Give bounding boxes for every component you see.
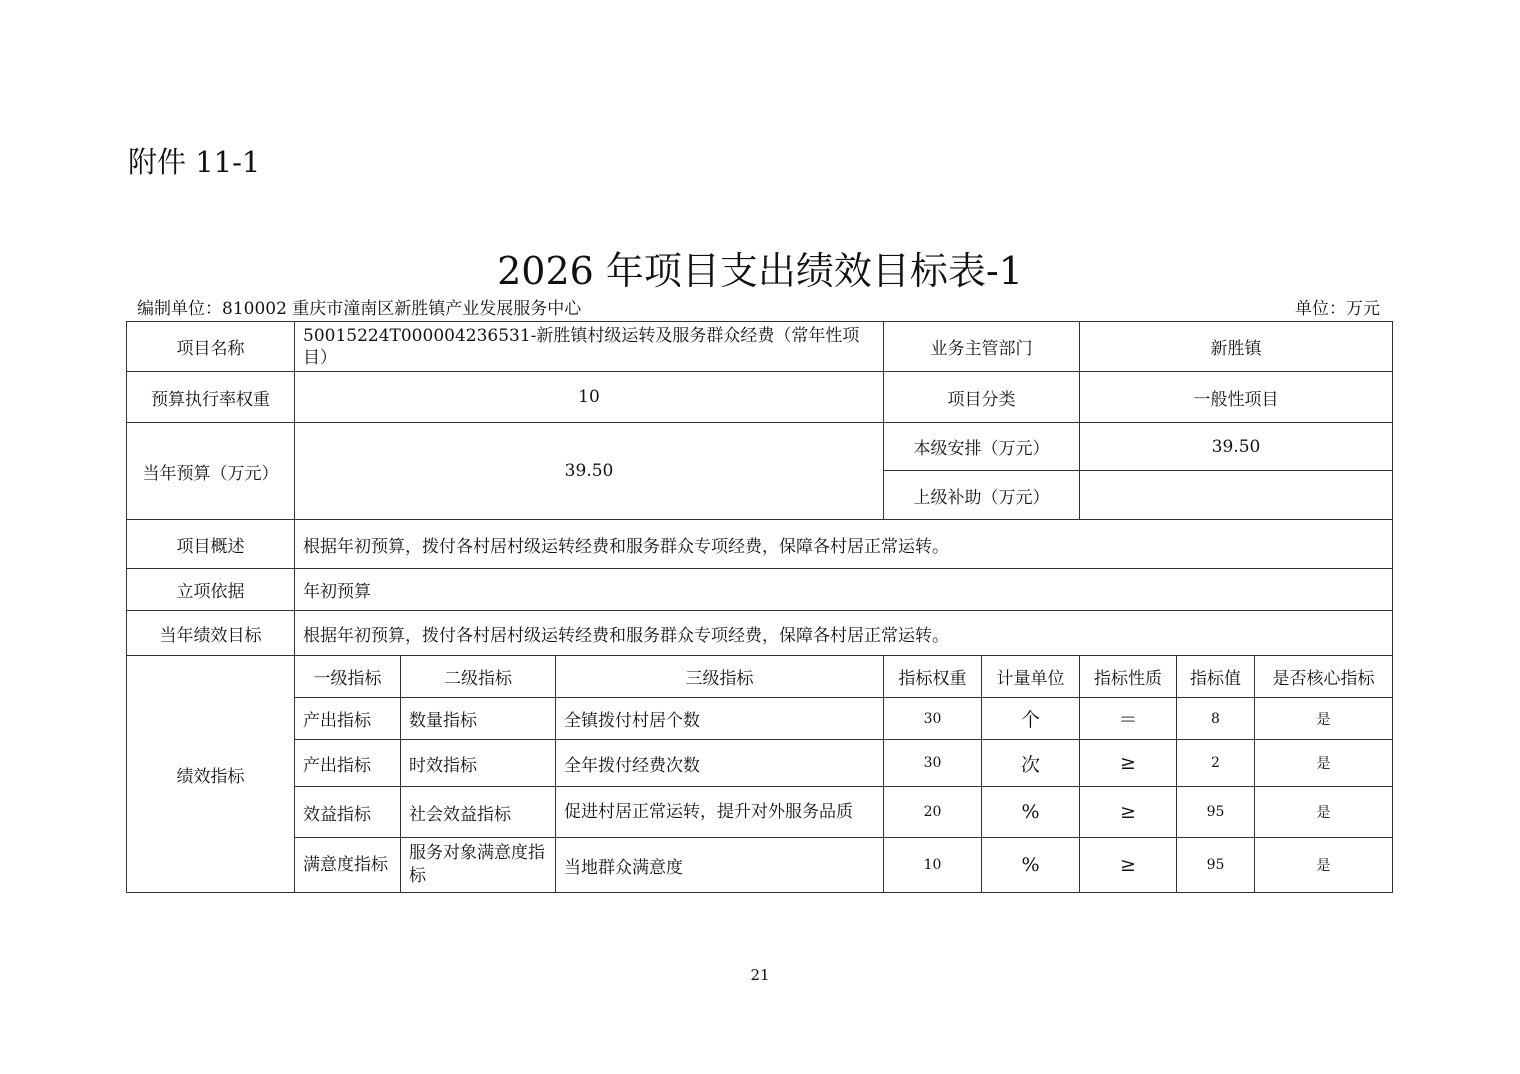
header-unit: 计量单位 xyxy=(982,656,1080,698)
row-unit: 个 xyxy=(982,698,1080,740)
table-row xyxy=(127,787,1393,838)
category-label: 项目分类 xyxy=(884,372,1080,423)
dept-label: 业务主管部门 xyxy=(884,322,1080,372)
header-level2: 二级指标 xyxy=(401,656,556,698)
exec-weight-label: 预算执行率权重 xyxy=(127,372,295,423)
row-nature: ≥ xyxy=(1080,787,1177,838)
header-core: 是否核心指标 xyxy=(1255,656,1393,698)
header-weight: 指标权重 xyxy=(884,656,982,698)
row-core: 是 xyxy=(1255,787,1393,838)
row-level3: 全年拨付经费次数 xyxy=(556,740,884,787)
compiling-unit: 编制单位：810002 重庆市潼南区新胜镇产业发展服务中心 xyxy=(137,299,582,319)
basis-value: 年初预算 xyxy=(295,569,1393,611)
header-nature: 指标性质 xyxy=(1080,656,1177,698)
row-value: 95 xyxy=(1177,838,1255,893)
overview-label: 项目概述 xyxy=(127,520,295,569)
row-level3: 当地群众满意度 xyxy=(556,838,884,893)
row-core: 是 xyxy=(1255,740,1393,787)
superior-label: 上级补助（万元） xyxy=(884,471,1080,520)
row-value: 8 xyxy=(1177,698,1255,740)
row-weight: 30 xyxy=(884,698,982,740)
row-value: 2 xyxy=(1177,740,1255,787)
budget-value: 39.50 xyxy=(295,423,884,520)
header-level3: 三级指标 xyxy=(556,656,884,698)
page-title: 2026 年项目支出绩效目标表-1 xyxy=(497,249,1023,293)
row-level2: 服务对象满意度指标 xyxy=(401,838,556,893)
exec-weight-value: 10 xyxy=(295,372,884,423)
project-name: 50015224T000004236531-新胜镇村级运转及服务群众经费（常年性项目） xyxy=(295,322,884,372)
goal-value: 根据年初预算，拨付各村居村级运转经费和服务群众专项经费，保障各村居正常运转。 xyxy=(295,611,1393,656)
attachment-label: 附件 11-1 xyxy=(128,145,261,179)
project-name-label: 项目名称 xyxy=(127,322,295,372)
table-row xyxy=(127,838,1393,893)
row-weight: 10 xyxy=(884,838,982,893)
goal-label: 当年绩效目标 xyxy=(127,611,295,656)
row-level2: 时效指标 xyxy=(401,740,556,787)
page-number: 21 xyxy=(750,966,770,984)
row-unit: 次 xyxy=(982,740,1080,787)
row-core: 是 xyxy=(1255,698,1393,740)
row-level1: 产出指标 xyxy=(295,698,401,740)
row-weight: 20 xyxy=(884,787,982,838)
overview-value: 根据年初预算，拨付各村居村级运转经费和服务群众专项经费，保障各村居正常运转。 xyxy=(295,520,1393,569)
row-unit: % xyxy=(982,838,1080,893)
category-value: 一般性项目 xyxy=(1080,372,1393,423)
row-level2: 数量指标 xyxy=(401,698,556,740)
local-value: 39.50 xyxy=(1080,423,1393,471)
table-row xyxy=(127,740,1393,787)
row-level2: 社会效益指标 xyxy=(401,787,556,838)
row-level3: 促进村居正常运转，提升对外服务品质 xyxy=(556,787,884,838)
row-weight: 30 xyxy=(884,740,982,787)
row-nature: ＝ xyxy=(1080,698,1177,740)
row-level1: 产出指标 xyxy=(295,740,401,787)
basis-label: 立项依据 xyxy=(127,569,295,611)
row-unit: % xyxy=(982,787,1080,838)
table-row xyxy=(127,698,1393,740)
currency-unit: 单位：万元 xyxy=(1295,299,1380,319)
header-level1: 一级指标 xyxy=(295,656,401,698)
dept-value: 新胜镇 xyxy=(1080,322,1393,372)
budget-label: 当年预算（万元） xyxy=(127,423,295,520)
row-core: 是 xyxy=(1255,838,1393,893)
row-value: 95 xyxy=(1177,787,1255,838)
header-value: 指标值 xyxy=(1177,656,1255,698)
performance-table xyxy=(126,321,1393,893)
local-label: 本级安排（万元） xyxy=(884,423,1080,471)
row-nature: ≥ xyxy=(1080,838,1177,893)
superior-value xyxy=(1080,471,1393,520)
row-level3: 全镇拨付村居个数 xyxy=(556,698,884,740)
row-level1: 效益指标 xyxy=(295,787,401,838)
row-level1: 满意度指标 xyxy=(295,838,401,893)
row-nature: ≥ xyxy=(1080,740,1177,787)
indicators-label: 绩效指标 xyxy=(127,656,295,893)
